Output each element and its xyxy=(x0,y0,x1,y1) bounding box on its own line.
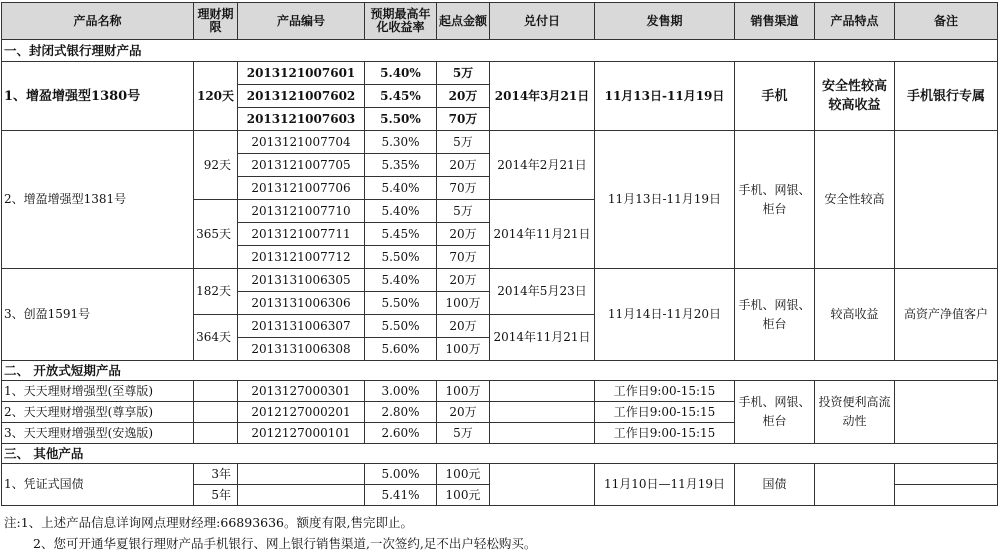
product-redeem xyxy=(490,423,595,444)
product-min: 100元 xyxy=(437,464,490,485)
table-row xyxy=(2,131,998,154)
product-min: 70万 xyxy=(437,246,490,269)
section-row xyxy=(2,444,998,464)
product-name: 2、天天理财增强型(尊享版) xyxy=(2,402,194,423)
product-rate: 2.80% xyxy=(365,402,437,423)
product-rate: 5.00% xyxy=(365,464,437,485)
product-min: 100元 xyxy=(437,485,490,506)
product-min: 20万 xyxy=(437,402,490,423)
product-feature: 较高收益 xyxy=(815,269,895,361)
product-rate: 5.41% xyxy=(365,485,437,506)
product-remark xyxy=(895,381,998,444)
product-name: 3、创盈1591号 xyxy=(2,269,194,361)
product-min: 100万 xyxy=(437,381,490,402)
footnotes xyxy=(4,512,536,554)
product-term: 5年 xyxy=(194,485,238,506)
product-code: 2013131006308 xyxy=(238,338,365,361)
section-title: 三、 其他产品 xyxy=(2,444,998,464)
product-name: 1、天天理财增强型(至尊版) xyxy=(2,381,194,402)
product-min: 100万 xyxy=(437,338,490,361)
product-min: 70万 xyxy=(437,108,490,131)
product-term: 365天 xyxy=(194,200,238,269)
product-term: 92天 xyxy=(194,131,238,200)
product-table xyxy=(1,2,998,506)
section-title: 二、 开放式短期产品 xyxy=(2,361,998,381)
product-code: 2013131006306 xyxy=(238,292,365,315)
header-sale-period: 发售期 xyxy=(595,3,735,40)
product-rate: 5.40% xyxy=(365,177,437,200)
product-rate: 5.40% xyxy=(365,269,437,292)
product-remark: 手机银行专属 xyxy=(895,62,998,131)
product-channel: 国债 xyxy=(735,464,815,506)
product-channel: 手机、网银、柜台 xyxy=(735,381,815,444)
product-min: 20万 xyxy=(437,223,490,246)
product-code: 2013131006307 xyxy=(238,315,365,338)
product-redeem: 2014年11月21日 xyxy=(490,315,595,361)
product-period: 工作日9:00-15:15 xyxy=(595,381,735,402)
product-period: 11月13日-11月19日 xyxy=(595,62,735,131)
product-name: 2、增盈增强型1381号 xyxy=(2,131,194,269)
product-rate: 5.60% xyxy=(365,338,437,361)
product-term: 182天 xyxy=(194,269,238,315)
header-term: 理财期限 xyxy=(194,3,238,40)
header-min-amount: 起点金额 xyxy=(437,3,490,40)
product-rate: 2.60% xyxy=(365,423,437,444)
product-code: 2013121007705 xyxy=(238,154,365,177)
product-redeem: 2014年3月21日 xyxy=(490,62,595,131)
table-row xyxy=(2,381,998,402)
product-code xyxy=(238,464,365,485)
product-remark xyxy=(895,485,998,506)
product-term xyxy=(194,423,238,444)
product-rate: 5.50% xyxy=(365,246,437,269)
product-code: 2012127000101 xyxy=(238,423,365,444)
product-code xyxy=(238,485,365,506)
table-row xyxy=(2,62,998,85)
product-rate: 5.40% xyxy=(365,62,437,85)
section-title: 一、封闭式银行理财产品 xyxy=(2,40,998,62)
product-feature: 安全性较高 xyxy=(815,131,895,269)
section-row xyxy=(2,40,998,62)
product-code: 2013121007601 xyxy=(238,62,365,85)
product-code: 2013121007711 xyxy=(238,223,365,246)
product-rate: 5.35% xyxy=(365,154,437,177)
product-rate: 5.30% xyxy=(365,131,437,154)
product-code: 2013121007710 xyxy=(238,200,365,223)
product-feature: 投资便利高流动性 xyxy=(815,381,895,444)
header-product-name: 产品名称 xyxy=(2,3,194,40)
product-period: 11月14日-11月20日 xyxy=(595,269,735,361)
product-code: 2013121007602 xyxy=(238,85,365,108)
product-min: 20万 xyxy=(437,154,490,177)
header-redeem-date: 兑付日 xyxy=(490,3,595,40)
product-remark: 高资产净值客户 xyxy=(895,269,998,361)
product-term xyxy=(194,402,238,423)
product-min: 100万 xyxy=(437,292,490,315)
product-rate: 5.50% xyxy=(365,292,437,315)
product-min: 5万 xyxy=(437,131,490,154)
product-term: 3年 xyxy=(194,464,238,485)
header-product-code: 产品编号 xyxy=(238,3,365,40)
footnote-2: 2、您可开通华夏银行理财产品手机银行、网上银行销售渠道,一次签约,足不出户轻松购买。 xyxy=(33,536,537,551)
header-remark: 备注 xyxy=(895,3,998,40)
product-min: 20万 xyxy=(437,315,490,338)
product-name: 3、天天理财增强型(安逸版) xyxy=(2,423,194,444)
product-rate: 5.50% xyxy=(365,315,437,338)
table-row xyxy=(2,464,998,485)
product-period: 工作日9:00-15:15 xyxy=(595,423,735,444)
table-header-row xyxy=(2,3,998,40)
product-period: 工作日9:00-15:15 xyxy=(595,402,735,423)
product-redeem xyxy=(490,381,595,402)
product-channel: 手机、网银、柜台 xyxy=(735,131,815,269)
product-min: 5万 xyxy=(437,200,490,223)
product-min: 5万 xyxy=(437,423,490,444)
product-feature: 安全性较高较高收益 xyxy=(815,62,895,131)
product-remark xyxy=(895,131,998,269)
product-code: 2013121007706 xyxy=(238,177,365,200)
product-min: 5万 xyxy=(437,62,490,85)
product-rate: 5.50% xyxy=(365,108,437,131)
product-redeem: 2014年2月21日 xyxy=(490,131,595,200)
product-channel: 手机、网银、柜台 xyxy=(735,269,815,361)
product-name: 1、凭证式国债 xyxy=(2,464,194,506)
product-rate: 3.00% xyxy=(365,381,437,402)
product-redeem xyxy=(490,464,595,506)
product-rate: 5.45% xyxy=(365,223,437,246)
product-rate: 5.45% xyxy=(365,85,437,108)
product-term xyxy=(194,381,238,402)
product-channel: 手机 xyxy=(735,62,815,131)
product-code: 2013131006305 xyxy=(238,269,365,292)
product-code: 2013127000301 xyxy=(238,381,365,402)
footnote-1: 注:1、上述产品信息详询网点理财经理:66893636。额度有限,售完即止。 xyxy=(4,515,413,530)
product-period: 11月10日—11月19日 xyxy=(595,464,735,506)
header-expected-rate: 预期最高年化收益率 xyxy=(365,3,437,40)
product-code: 2013121007704 xyxy=(238,131,365,154)
product-rate: 5.40% xyxy=(365,200,437,223)
product-min: 70万 xyxy=(437,177,490,200)
product-term: 364天 xyxy=(194,315,238,361)
product-name: 1、增盈增强型1380号 xyxy=(2,62,194,131)
product-feature xyxy=(815,464,895,506)
product-code: 2013121007712 xyxy=(238,246,365,269)
product-term: 120天 xyxy=(194,62,238,131)
header-feature: 产品特点 xyxy=(815,3,895,40)
product-period: 11月13日-11月19日 xyxy=(595,131,735,269)
product-code: 2013121007603 xyxy=(238,108,365,131)
product-redeem xyxy=(490,402,595,423)
product-redeem: 2014年11月21日 xyxy=(490,200,595,269)
product-remark xyxy=(895,464,998,485)
product-redeem: 2014年5月23日 xyxy=(490,269,595,315)
product-min: 20万 xyxy=(437,85,490,108)
section-row xyxy=(2,361,998,381)
product-min: 20万 xyxy=(437,269,490,292)
table-row xyxy=(2,269,998,292)
product-code: 2012127000201 xyxy=(238,402,365,423)
header-channel: 销售渠道 xyxy=(735,3,815,40)
